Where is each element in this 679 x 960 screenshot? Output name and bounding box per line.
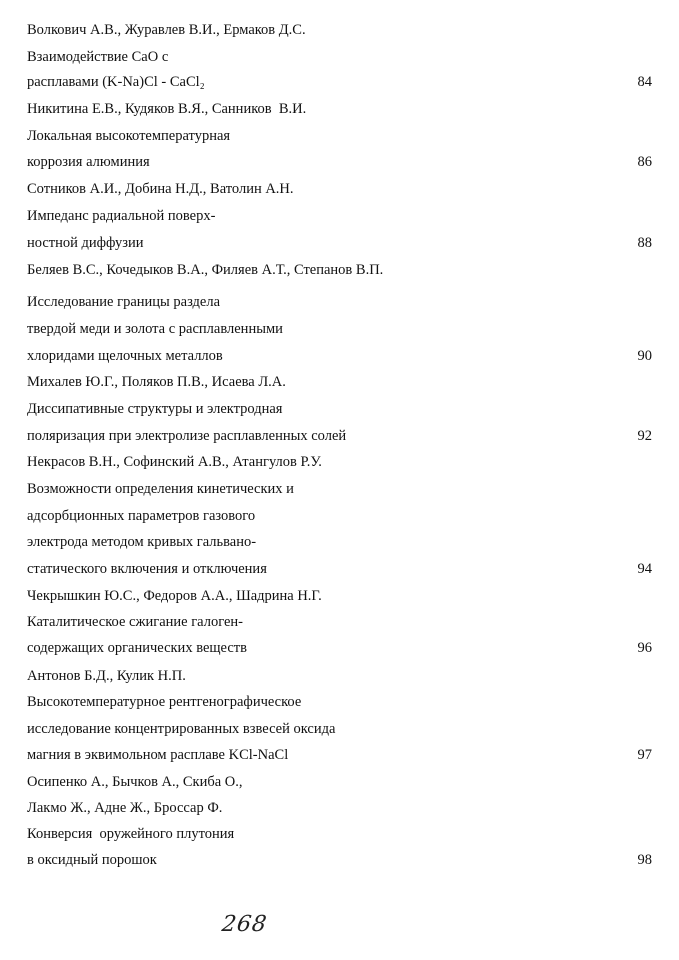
- entry-title: статического включения и отключения: [27, 561, 267, 577]
- entry-authors: Лакмо Ж., Адне Ж., Броссар Ф.: [27, 800, 223, 816]
- entry-title: содержащих органических веществ: [27, 640, 247, 656]
- entry-authors: Некрасов В.Н., Софинский А.В., Атангулов Р.У.: [27, 454, 322, 470]
- entry-title: Импеданс радиальной поверх-: [27, 208, 216, 224]
- entry-title: электрода методом кривых гальвано-: [27, 534, 257, 550]
- entry-title: поляризация при электролизе расплавленных солей: [27, 428, 347, 444]
- entry-page-number: 96: [637, 640, 652, 656]
- entry-page-number: 86: [637, 154, 652, 170]
- entry-title: Локальная высокотемпературная: [27, 128, 231, 144]
- entry-title: Конверсия оружейного плутония: [27, 826, 235, 842]
- entry-authors: Сотников А.И., Добина Н.Д., Ватолин А.Н.: [27, 181, 294, 197]
- entry-title: Возможности определения кинетических и: [27, 481, 294, 497]
- entry-page-number: 98: [637, 852, 652, 868]
- entry-title: хлоридами щелочных металлов: [27, 348, 223, 364]
- entry-title: в оксидный порошок: [27, 852, 157, 868]
- entry-title: исследование концентрированных взвесей оксида: [27, 721, 336, 737]
- entry-authors: Беляев В.С., Кочедыков В.А., Филяев А.Т., Степанов В.П.: [27, 262, 384, 278]
- entry-title: ностной диффузии: [27, 235, 144, 251]
- entry-title: магния в эквимольном расплаве KCl-NaCl: [27, 747, 289, 763]
- entry-authors: Волкович А.В., Журавлев В.И., Ермаков Д.С.: [27, 22, 306, 38]
- entry-authors: Никитина Е.В., Кудяков В.Я., Санников В.И.: [27, 101, 307, 117]
- entry-title: Диссипативные структуры и электродная: [27, 401, 283, 417]
- entry-title: коррозия алюминия: [27, 154, 150, 170]
- entry-title: адсорбционных параметров газового: [27, 508, 256, 524]
- entry-page-number: 92: [637, 428, 652, 444]
- entry-title: Исследование границы раздела: [27, 294, 221, 310]
- entry-page-number: 88: [637, 235, 652, 251]
- entry-title: твердой меди и золота с расплавленными: [27, 321, 283, 337]
- entry-authors: Чекрышкин Ю.С., Федоров А.А., Шадрина Н.Г.: [27, 588, 322, 604]
- entry-page-number: 90: [637, 348, 652, 364]
- entry-title: Каталитическое сжигание галоген-: [27, 614, 243, 630]
- entry-page-number: 97: [637, 747, 652, 763]
- entry-title: расплавами (K-Na)Cl - CaCl₂: [27, 74, 205, 90]
- entry-authors: Антонов Б.Д., Кулик Н.П.: [27, 668, 186, 684]
- entry-authors: Михалев Ю.Г., Поляков П.В., Исаева Л.А.: [27, 374, 286, 390]
- handwritten-page-number: 268: [220, 912, 269, 937]
- entry-title: Высокотемпературное рентгенографическое: [27, 694, 302, 710]
- entry-page-number: 84: [637, 74, 652, 90]
- entry-title: Взаимодействие CaO с: [27, 49, 169, 65]
- entry-page-number: 94: [637, 561, 652, 577]
- entry-authors: Осипенко А., Бычков А., Скиба О.,: [27, 774, 243, 790]
